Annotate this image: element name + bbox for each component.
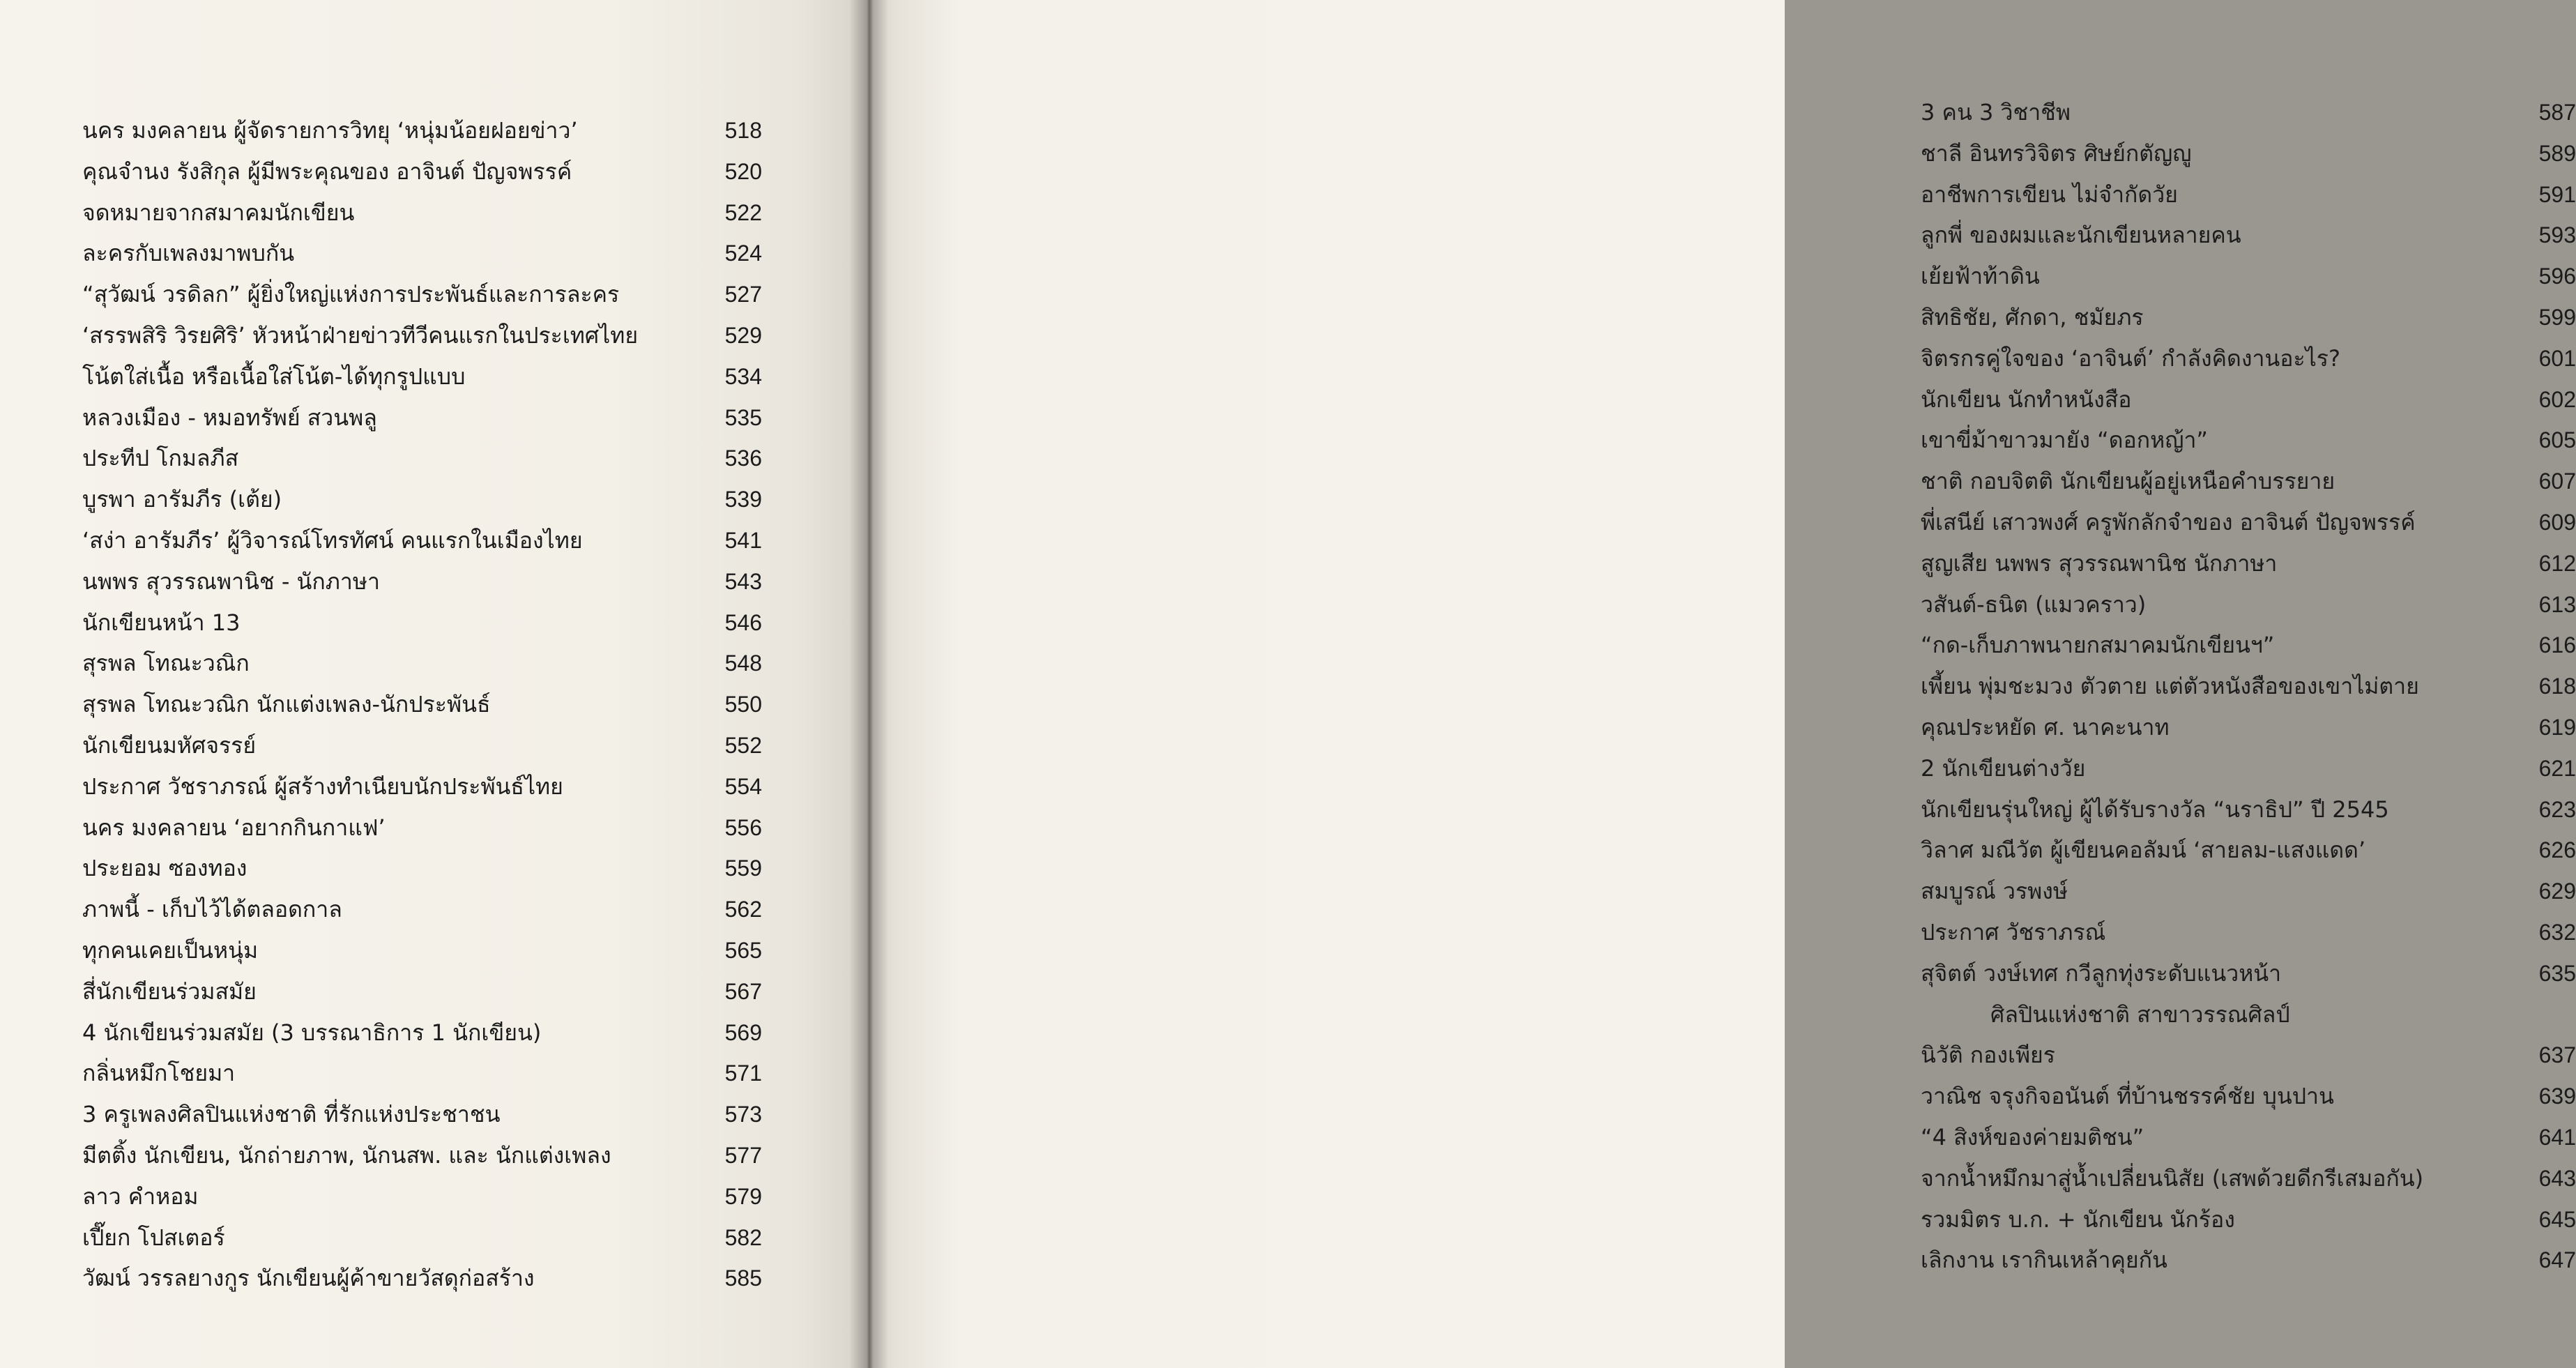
toc-entry [82,807,762,849]
toc-entry-title [1921,1035,2499,1076]
toc-entry-title [1921,215,2499,256]
toc-entry-page-number: 535 [724,404,762,430]
toc-entry-page-number: 548 [724,651,762,676]
toc-entry-page-number: 520 [724,158,762,184]
toc-entry-title [82,356,685,397]
toc-entry-page-number: 524 [724,241,762,266]
toc-entry [82,848,762,889]
toc-entry-title-line: ภาพนี้ - เก็บไว้ได้ตลอดกาล [82,896,342,923]
toc-entry-page-number: 639 [2538,1084,2576,1109]
toc-entry [82,438,762,479]
toc-entry [82,110,762,151]
toc-entry-title [1921,420,2499,461]
toc-entry-title-line: ชาติ กอบจิตติ นักเขียนผู้อยู่เหนือคำบรรยาย [1921,468,2335,495]
toc-entry-title [82,438,685,479]
toc-entry-title [1921,379,2499,420]
toc-entry [1921,871,2576,912]
toc-entry-page-number: 602 [2538,386,2576,412]
toc-entry-page-number: 534 [724,363,762,389]
toc-entry-page-number: 587 [2538,100,2576,125]
toc-entry-title-line: เย้ยฟ้าท้าดิน [1921,263,2040,290]
toc-entry-page-number: 632 [2538,919,2576,945]
toc-entry [1921,1240,2576,1281]
toc-entry-page-number: 641 [2538,1124,2576,1150]
toc-entry [1921,1158,2576,1199]
toc-entry-page-number: 543 [724,568,762,594]
toc-entry-title [82,192,685,234]
toc-entry [82,1012,762,1054]
toc-entry-title [1921,666,2499,707]
toc-entry-page-number: 567 [724,978,762,1004]
toc-entry-page-number: 536 [724,446,762,471]
toc-entry-page-number: 529 [724,322,762,348]
toc-entry-title-line: โน้ตใส่เนื้อ หรือเนื้อใส่โน้ต-ได้ทุกรูปแบบ [82,363,466,390]
toc-entry-page-number: 550 [724,692,762,717]
toc-entry-title [1921,543,2499,584]
toc-entry [1921,707,2576,748]
toc-entry-title-line: ประทีป โกมลภีส [82,445,239,472]
toc-entry-title-line: เลิกงาน เรากินเหล้าคุยกัน [1921,1247,2167,1274]
toc-entry-page-number: 571 [724,1061,762,1086]
toc-entry-title [82,889,685,930]
toc-entry-title-line: นักเขียนมหัศจรรย์ [82,731,257,759]
toc-entry-title [82,233,685,274]
toc-entry-page-number: 559 [724,856,762,881]
toc-entry [1921,830,2576,871]
toc-entry [82,356,762,397]
toc-entry-title-line: อาชีพการเขียน ไม่จำกัดวัย [1921,181,2178,208]
toc-entry [1921,92,2576,133]
toc-entry-title-line: คุณจำนง รังสิกุล ผู้มีพระคุณของ อาจินต์ ปัญจพรรค์ [82,158,572,185]
left-page [0,0,868,1368]
toc-entry [1921,174,2576,215]
toc-entry-title-line: สิทธิชัย, ศักดา, ชมัยภร [1921,303,2144,330]
toc-entry [82,192,762,234]
toc-entry-title-line: สี่นักเขียนร่วมสมัย [82,978,257,1005]
toc-entry-title-line: “กด-เก็บภาพนายกสมาคมนักเขียนฯ” [1921,632,2275,659]
toc-entry [82,971,762,1012]
toc-entry [1921,461,2576,502]
toc-entry-title-line: นิวัติ กองเพียร [1921,1042,2055,1069]
toc-entry-page-number: 552 [724,732,762,758]
toc-entry-title-line: จดหมายจากสมาคมนักเขียน [82,199,355,226]
toc-entry-title [1921,256,2499,297]
toc-entry-page-number: 621 [2538,755,2576,781]
toc-entry-title [1921,461,2499,502]
toc-entry-page-number: 645 [2538,1206,2576,1232]
toc-entry-page-number: 585 [724,1266,762,1291]
toc-entry-page-number: 618 [2538,674,2576,699]
toc-entry-title [82,848,685,889]
toc-entry-page-number: 593 [2538,222,2576,248]
toc-entry-title [1921,1158,2499,1199]
toc-entry-page-number: 569 [724,1019,762,1045]
toc-entry [82,766,762,807]
toc-entry-title-line: เปี๊ยก โปสเตอร์ [82,1224,225,1251]
toc-entry-title [1921,174,2499,215]
toc-entry-page-number: 573 [724,1102,762,1127]
toc-entry-page-number: 629 [2538,879,2576,904]
toc-entry [1921,543,2576,584]
toc-entry-title-line: วาณิช จรุงกิจอนันต์ ที่บ้านชรรค์ชัย บุนปาน [1921,1083,2334,1110]
toc-entry [1921,1117,2576,1158]
toc-entry-title [1921,707,2499,748]
toc-entry [1921,338,2576,379]
toc-entry-title [1921,1199,2499,1240]
toc-entry-title-line: นักเขียน นักทำหนังสือ [1921,386,2132,413]
toc-entry-title [1921,502,2499,543]
toc-entry-page-number: 643 [2538,1165,2576,1191]
toc-entry [1921,625,2576,666]
toc-entry-page-number: 635 [2538,960,2576,986]
toc-entry-page-number: 546 [724,609,762,635]
toc-entry-title-line: นักเขียนรุ่นใหญ่ ผู้ได้รับรางวัล “นราธิป” ปี 2545 [1921,796,2389,823]
toc-entry-page-number: 607 [2538,469,2576,494]
toc-entry [1921,297,2576,338]
toc-entry [1921,789,2576,830]
toc-entry-page-number: 565 [724,937,762,963]
toc-entry-page-number: 577 [724,1142,762,1168]
toc-entry-title [1921,1076,2499,1117]
toc-entry-title-line: นพพร สุวรรณพานิช - นักภาษา [82,568,380,595]
toc-entry-title [82,1012,685,1054]
toc-entry-page-number: 541 [724,527,762,553]
toc-entry-title-line: วิลาศ มณีวัต ผู้เขียนคอลัมน์ ‘สายลม-แสงแดด’ [1921,837,2366,864]
toc-entry [82,315,762,356]
toc-entry-title [1921,871,2499,912]
toc-entry [1921,379,2576,420]
toc-entry-page-number: 616 [2538,632,2576,658]
toc-entry-title-line: พี่เสนีย์ เสาวพงศ์ ครูพักลักจำของ อาจินต์ ปัญจพรรค์ [1921,508,2416,535]
toc-entry [82,233,762,274]
toc-entry-title [82,1094,685,1135]
toc-entry-title-line: หลวงเมือง - หมอทรัพย์ สวนพลู [82,404,377,431]
toc-entry [1921,133,2576,174]
toc-entry [1921,1199,2576,1240]
toc-entry-title-line: รวมมิตร บ.ก. + นักเขียน นักร้อง [1921,1206,2235,1233]
toc-entry-page-number: 612 [2538,550,2576,576]
toc-entry-title [82,807,685,849]
toc-entry-title-line: สุรพล โทณะวณิก [82,650,250,677]
toc-entry-title [82,274,685,315]
toc-entry [1921,502,2576,543]
toc-entry-title-line: 3 คน 3 วิชาชีพ [1921,99,2071,126]
toc-entry-page-number: 613 [2538,591,2576,617]
toc-entry-title-line: เพี้ยน พุ่มชะมวง ตัวตาย แต่ตัวหนังสือของเขาไม่ตาย [1921,673,2419,700]
toc-entry-page-number: 518 [724,118,762,143]
toc-entry [82,684,762,725]
toc-entry-title [1921,133,2499,174]
toc-entry [82,479,762,520]
toc-entry [82,643,762,684]
toc-entry-title-line: กลิ่นหมึกโชยมา [82,1060,236,1087]
toc-entry-page-number: 562 [724,897,762,922]
toc-entry-title [82,479,685,520]
toc-entry-title-line: ศิลปินแห่งชาติ สาขาวรรณศิลป์ [1990,1001,2290,1028]
toc-entry [82,1053,762,1094]
toc-entry-title-line: ‘สง่า อารัมภีร’ ผู้วิจารณ์โทรทัศน์ คนแรกในเมืองไทย [82,526,583,554]
toc-entry [82,1217,762,1259]
toc-entry-title [82,110,685,151]
toc-entry-title-line: สูญเสีย นพพร สุวรรณพานิช นักภาษา [1921,549,2278,577]
toc-entry [82,889,762,930]
toc-entry [82,1094,762,1135]
toc-entry-page-number: 601 [2538,345,2576,371]
toc-entry [1921,666,2576,707]
toc-entry [82,1258,762,1299]
toc-entry-title [1921,953,2499,1035]
toc-entry-title [82,725,685,766]
toc-entry-title-line: บูรพา อารัมภีร (เต้ย) [82,486,282,513]
toc-list-left [82,110,762,1299]
toc-entry-title-line: ประกาศ วัชราภรณ์ ผู้สร้างทำเนียบนักประพันธ์ไทย [82,773,563,800]
toc-entry-title [1921,789,2499,830]
toc-entry [82,274,762,315]
toc-entry [1921,420,2576,461]
toc-entry-title [82,315,685,356]
toc-entry-title [82,602,685,644]
toc-entry-title [82,971,685,1012]
toc-entry-page-number: 623 [2538,796,2576,822]
toc-entry-title-line: ละครกับเพลงมาพบกัน [82,240,295,267]
toc-entry-title [1921,1117,2499,1158]
toc-entry-title-line: ลาว คำหอม [82,1183,199,1210]
toc-entry-title [82,930,685,971]
toc-entry-page-number: 637 [2538,1042,2576,1068]
toc-entry-title-line: ประกาศ วัชราภรณ์ [1921,918,2106,945]
toc-entry-title-line: “สุวัฒน์ วรดิลก” ผู้ยิ่งใหญ่แห่งการประพันธ์และการละคร [82,281,620,308]
toc-entry-title [82,1176,685,1217]
toc-entry-title-line: ชาลี อินทรวิจิตร ศิษย์กตัญญู [1921,139,2192,167]
toc-entry [82,1176,762,1217]
toc-entry-page-number: 556 [724,814,762,840]
toc-entry-title-line: นคร มงคลายน ‘อยากกินกาแฟ’ [82,814,386,841]
toc-entry [1921,912,2576,953]
toc-entry-page-number: 582 [724,1224,762,1250]
toc-entry-page-number: 579 [724,1183,762,1209]
toc-entry-title-line: 3 ครูเพลงศิลปินแห่งชาติ ที่รักแห่งประชาชน [82,1101,501,1128]
toc-entry [1921,953,2576,1035]
toc-entry-title [1921,584,2499,625]
toc-entry-page-number: 647 [2538,1247,2576,1273]
toc-entry [1921,584,2576,625]
toc-entry-title-line: นคร มงคลายน ผู้จัดรายการวิทยุ ‘หนุ่มน้อยฝอยข่าว’ [82,117,578,144]
toc-entry-title-line: 4 นักเขียนร่วมสมัย (3 บรรณาธิการ 1 นักเขียน) [82,1019,542,1046]
toc-entry-title [1921,297,2499,338]
toc-entry-title [82,766,685,807]
toc-entry-title-line: นักเขียนหน้า 13 [82,609,241,636]
toc-entry-title-line: ‘สรรพสิริ วิรยศิริ’ หัวหน้าฝ่ายข่าวทีวีคนแรกในประเทศไทย [82,321,639,349]
toc-entry-page-number: 605 [2538,427,2576,453]
toc-entry-title-line: ประยอม ซองทอง [82,855,247,882]
toc-entry-title-line: สมบูรณ์ วรพงษ์ [1921,878,2068,905]
toc-entry-title-line: มีตติ้ง นักเขียน, นักถ่ายภาพ, นักนสพ. และ นักแต่งเพลง [82,1141,611,1169]
toc-entry-page-number: 591 [2538,181,2576,207]
toc-entry [82,930,762,971]
toc-entry [1921,1035,2576,1076]
toc-entry-title-line: คุณประหยัด ศ. นาคะนาท [1921,713,2170,740]
toc-entry-page-number: 619 [2538,714,2576,740]
toc-entry [82,1135,762,1176]
toc-entry-page-number: 589 [2538,140,2576,166]
toc-entry [82,602,762,644]
toc-entry-title [1921,912,2499,953]
toc-entry [82,520,762,561]
toc-entry-title [1921,1240,2499,1281]
toc-entry-title [82,643,685,684]
toc-entry-title-line: วสันต์-ธนิต (แมวคราว) [1921,591,2147,618]
toc-entry-title [82,1053,685,1094]
toc-entry-title-line: จากน้ำหมึกมาสู่น้ำเปลี่ยนนิสัย (เสพด้วยดีกรีเสมอกัน) [1921,1164,2424,1192]
toc-entry-title [82,151,685,192]
toc-entry-title-line: 2 นักเขียนต่างวัย [1921,754,2086,782]
toc-entry-title-line: “4 สิงห์ของค่ายมติชน” [1921,1123,2144,1150]
toc-entry-page-number: 596 [2538,264,2576,289]
toc-entry-title [1921,748,2499,789]
toc-entry [82,151,762,192]
right-page [868,0,2576,1368]
toc-entry-title-line: สุจิตต์ วงษ์เทศ กวีลูกทุ่งระดับแนวหน้า [1921,959,2282,987]
toc-list-right [1921,92,2576,1281]
toc-entry-title [1921,338,2499,379]
toc-entry-title [1921,92,2499,133]
toc-entry-title [82,1135,685,1176]
toc-entry-title [82,684,685,725]
toc-entry [1921,215,2576,256]
toc-entry-title [1921,625,2499,666]
toc-entry-page-number: 554 [724,773,762,799]
toc-entry-title-line: ทุกคนเคยเป็นหนุ่ม [82,936,259,964]
toc-entry-page-number: 599 [2538,304,2576,330]
toc-entry-page-number: 609 [2538,509,2576,535]
toc-entry-title [82,520,685,561]
toc-entry-title-line: วัฒน์ วรรลยางกูร นักเขียนผู้ค้าขายวัสดุก่อสร้าง [82,1265,535,1292]
toc-entry [82,397,762,439]
toc-entry-title-line: เขาขี่ม้าขาวมายัง “ดอกหญ้า” [1921,427,2208,454]
toc-entry-title [1921,830,2499,871]
toc-entry [1921,256,2576,297]
toc-entry-title-line: จิตรกรคู่ใจของ ‘อาจินต์’ กำลังคิดงานอะไร? [1921,344,2340,372]
toc-entry-page-number: 527 [724,282,762,307]
toc-entry-page-number: 522 [724,199,762,225]
toc-entry-title [82,561,685,602]
toc-entry-title [82,397,685,439]
toc-entry [82,725,762,766]
toc-entry-page-number: 626 [2538,837,2576,863]
toc-entry-title [82,1217,685,1259]
toc-entry-title-line: สุรพล โทณะวณิก นักแต่งเพลง-นักประพันธ์ [82,691,491,718]
toc-entry-page-number: 539 [724,487,762,512]
toc-entry [1921,1076,2576,1117]
toc-entry-title [82,1258,685,1299]
toc-entry [1921,748,2576,789]
toc-entry [82,561,762,602]
toc-entry-title-line: ลูกพี่ ของผมและนักเขียนหลายคน [1921,222,2241,249]
